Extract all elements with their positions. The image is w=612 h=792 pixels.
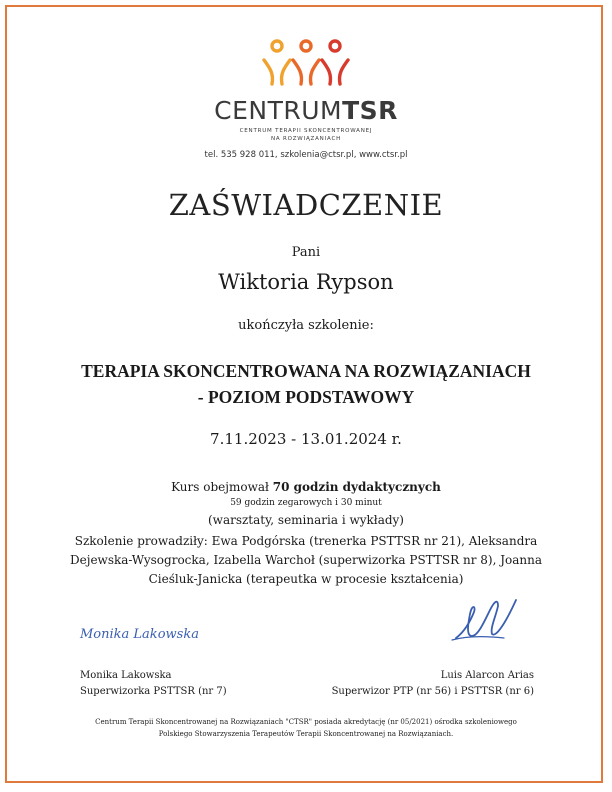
course-title: TERAPIA SKONCENTROWANA NA ROZWIĄZANIACH - POZIOM PODSTAWOWY xyxy=(81,361,531,407)
course-hours-detail: 59 godzin zegarowych i 30 minut xyxy=(230,498,382,508)
course-forms: (warsztaty, seminaria i wykłady) xyxy=(207,513,404,527)
signature-left-image xyxy=(78,620,208,648)
ctsr-logo-icon xyxy=(258,38,354,90)
certificate-title: ZAŚWIADCZENIE xyxy=(168,188,444,222)
organization-subtitle: CENTRUM TERAPII SKONCENTROWANEJ NA ROZWIĄZANIACH xyxy=(239,128,373,142)
course-dates: 7.11.2023 - 13.01.2024 r. xyxy=(210,430,402,448)
signatory-right xyxy=(332,668,534,700)
signatory-right-name: Luis Alarcon Arias xyxy=(440,670,534,681)
signatory-right-role: Superwizor PTP (nr 56) i PSTTSR (nr 6) xyxy=(331,686,534,697)
salutation: Pani xyxy=(291,245,321,260)
signatory-left xyxy=(80,668,227,700)
course-instructors: Szkolenie prowadziły: Ewa Podgórska (trenerka PSTTSR nr 21), Aleksandra Dejewska-Wysogrocka, Izabella Warchoł (superwizorka PSTTSR nr 8), Joanna Cieśluk-Janicka (terapeutka w procesie kształcenia) xyxy=(70,534,542,586)
organization-contact: tel. 535 928 011, szkolenia@ctsr.pl, www.ctsr.pl xyxy=(204,150,408,160)
accreditation-note: Centrum Terapii Skoncentrowanej na Rozwiązaniach "CTSR" posiada akredytację (nr 05/2021) ośrodka szkoleniowego Polskiego Stowarzyszenia Terapeutów Terapii Skoncentrowanej na Rozwiązaniach. xyxy=(95,718,517,738)
completed-text: ukończyła szkolenie: xyxy=(238,318,374,333)
svg-text:Monika Lakowska: Monika Lakowska xyxy=(80,627,199,642)
course-hours: Kurs obejmował 70 godzin dydaktycznych xyxy=(171,480,441,494)
organization-name: CENTRUMTSR xyxy=(214,96,398,125)
participant-name: Wiktoria Rypson xyxy=(218,270,394,294)
signatory-left-name: Monika Lakowska xyxy=(80,670,172,681)
signatory-left-role: Superwizorka PSTTSR (nr 7) xyxy=(80,686,227,697)
signature-right-image xyxy=(446,592,526,648)
